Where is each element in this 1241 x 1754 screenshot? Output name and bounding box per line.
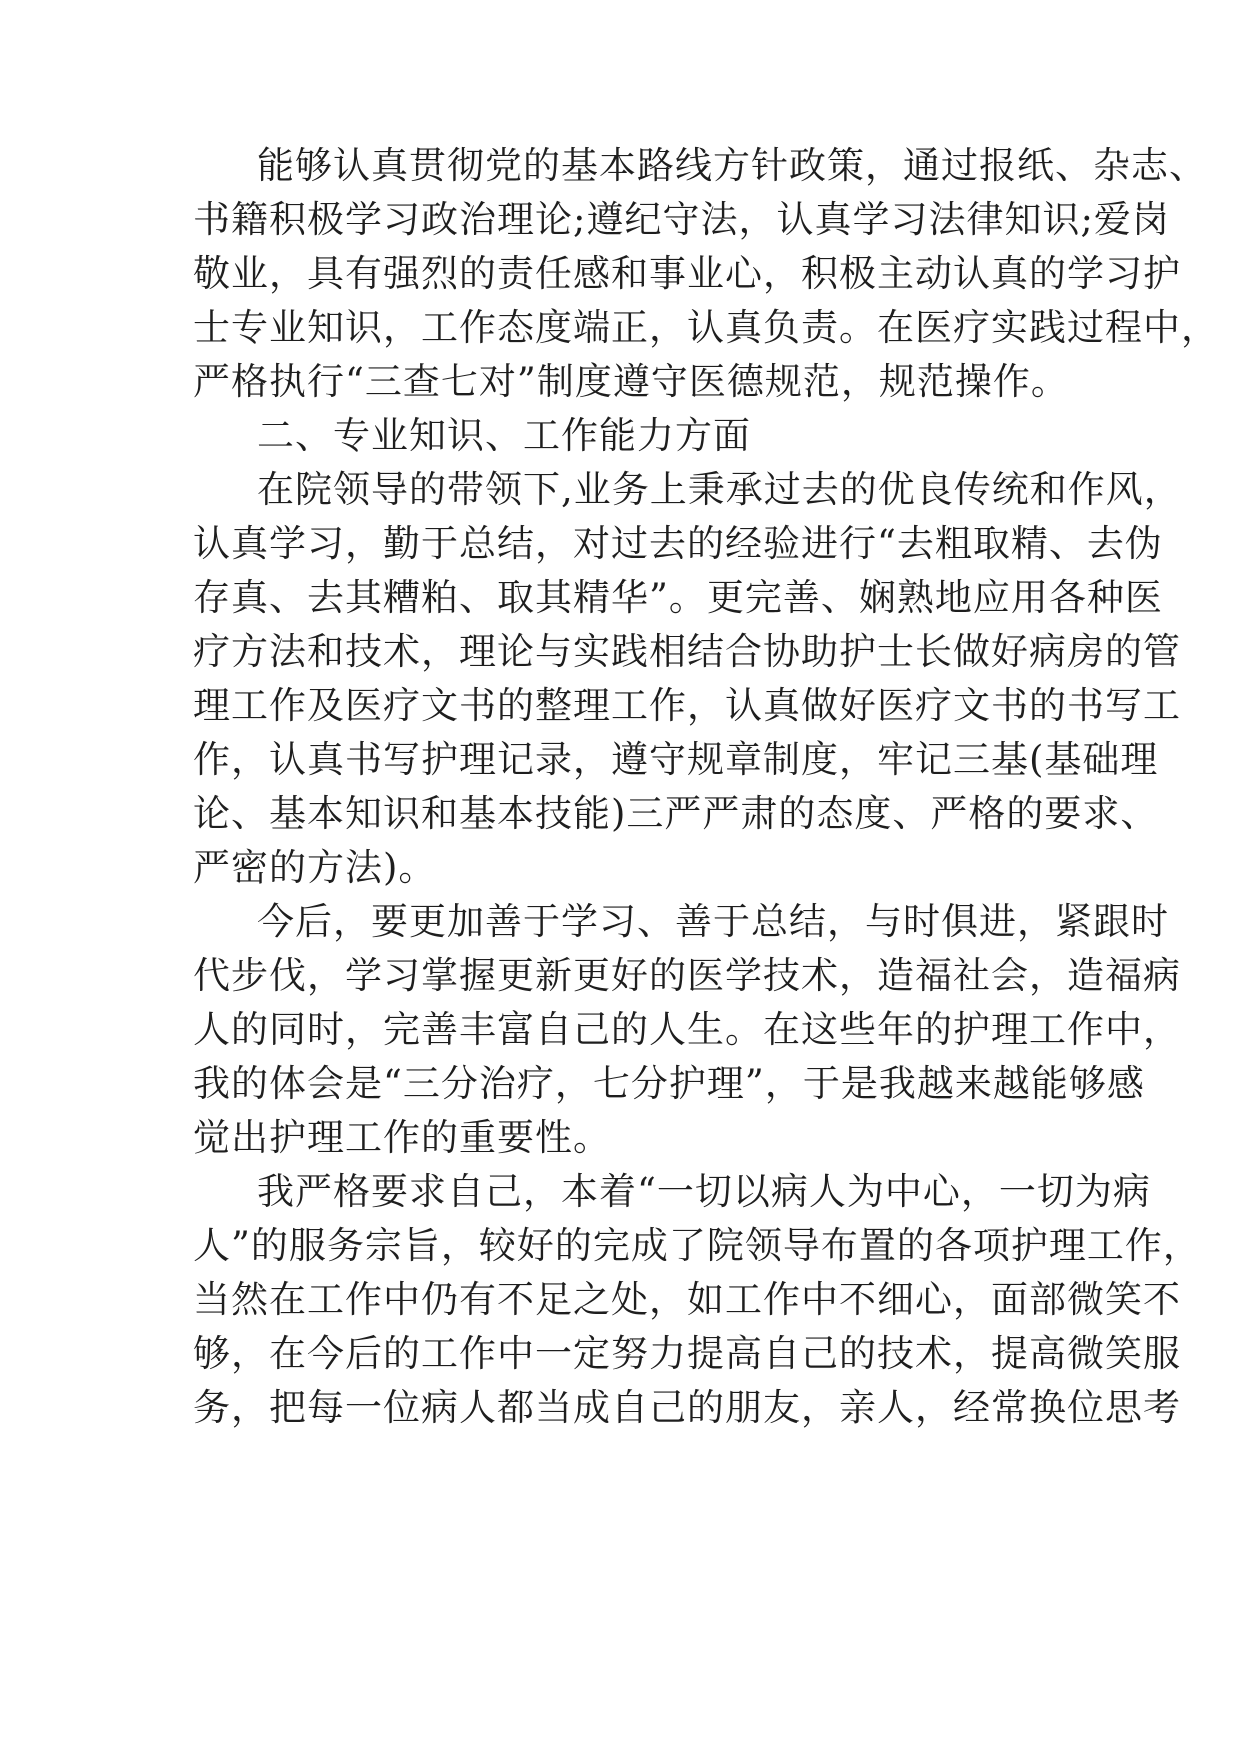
paragraph-line: 够，在今后的工作中一定努力提高自己的技术，提高微笑服 bbox=[193, 1332, 1181, 1375]
paragraph-line: 存真、去其糟粕、取其精华”。更完善、娴熟地应用各种医 bbox=[193, 576, 1163, 619]
paragraph-line: 严密的方法)。 bbox=[193, 846, 437, 889]
paragraph-line: 作，认真书写护理记录，遵守规章制度，牢记三基(基础理 bbox=[193, 738, 1159, 781]
paragraph-line: 务，把每一位病人都当成自己的朋友，亲人，经常换位思考 bbox=[193, 1386, 1181, 1429]
paragraph-line: 士专业知识，工作态度端正，认真负责。在医疗实践过程中， bbox=[193, 306, 1219, 349]
paragraph-line: 书籍积极学习政治理论;遵纪守法，认真学习法律知识;爱岗 bbox=[193, 198, 1170, 241]
paragraph-line: 能够认真贯彻党的基本路线方针政策，通过报纸、杂志、 bbox=[257, 144, 1207, 187]
paragraph-line: 我严格要求自己，本着“一切以病人为中心，一切为病 bbox=[257, 1170, 1151, 1213]
paragraph-line: 人”的服务宗旨，较好的完成了院领导布置的各项护理工作， bbox=[193, 1224, 1201, 1267]
paragraph-line: 在院领导的带领下,业务上秉承过去的优良传统和作风， bbox=[257, 468, 1182, 511]
paragraph-line: 觉出护理工作的重要性。 bbox=[193, 1116, 611, 1159]
paragraph-line: 人的同时，完善丰富自己的人生。在这些年的护理工作中， bbox=[193, 1008, 1181, 1051]
paragraph-line: 疗方法和技术，理论与实践相结合协助护士长做好病房的管 bbox=[193, 630, 1181, 673]
section-heading: 二、专业知识、工作能力方面 bbox=[257, 414, 751, 457]
paragraph-line: 理工作及医疗文书的整理工作，认真做好医疗文书的书写工 bbox=[193, 684, 1181, 727]
paragraph-line: 严格执行“三查七对”制度遵守医德规范，规范操作。 bbox=[193, 360, 1069, 403]
paragraph-line: 论、基本知识和基本技能)三严严肃的态度、严格的要求、 bbox=[193, 792, 1159, 835]
paragraph-line: 代步伐，学习掌握更新更好的医学技术，造福社会，造福病 bbox=[193, 954, 1181, 997]
paragraph-line: 敬业，具有强烈的责任感和事业心，积极主动认真的学习护 bbox=[193, 252, 1181, 295]
paragraph-line: 今后，要更加善于学习、善于总结，与时俱进，紧跟时 bbox=[257, 900, 1169, 943]
paragraph-line: 我的体会是“三分治疗，七分护理”，于是我越来越能够感 bbox=[193, 1062, 1145, 1105]
paragraph-line: 当然在工作中仍有不足之处，如工作中不细心，面部微笑不 bbox=[193, 1278, 1181, 1321]
document-body bbox=[193, 139, 1219, 1435]
paragraph-line: 认真学习，勤于总结，对过去的经验进行“去粗取精、去伪 bbox=[193, 522, 1163, 565]
